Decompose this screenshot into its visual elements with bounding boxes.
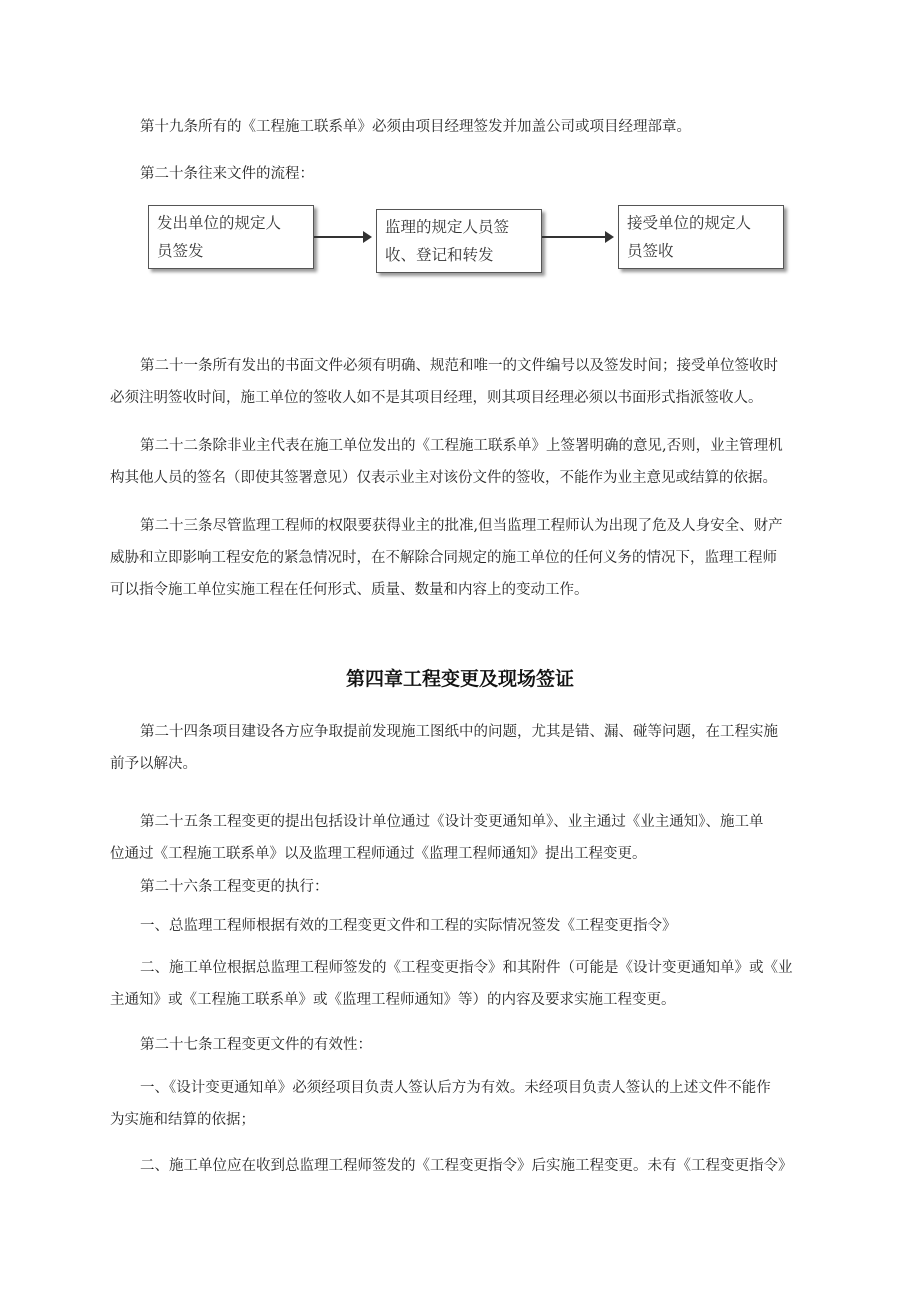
flow-box-sender: 发出单位的规定人 员签发 bbox=[148, 205, 314, 269]
flow-arrow-1 bbox=[314, 236, 370, 238]
article-27: 第二十七条工程变更文件的有效性： bbox=[140, 1037, 372, 1053]
flow-box-receiver: 接受单位的规定人 员签收 bbox=[618, 205, 784, 269]
article-22: 第二十二条除非业主代表在施工单位发出的《工程施工联系单》上签署明确的意见,否则，业主管理机 构其他人员的签名（即使其签署意见）仅表示业主对该份文件的签收，不能作为业主意见或结算的依据。 bbox=[110, 438, 783, 486]
article-27-item-1: 一、《设计变更通知单》必须经项目负责人签认后方为有效。未经项目负责人签认的上述文件不能作 为实施和结算的依据； bbox=[110, 1080, 771, 1128]
article-26-item-1: 一、总监理工程师根据有效的工程变更文件和工程的实际情况签发《工程变更指令》 bbox=[140, 918, 677, 934]
article-24: 第二十四条项目建设各方应争取提前发现施工图纸中的问题，尤其是错、漏、碰等问题，在工程实施 前予以解决。 bbox=[110, 724, 778, 772]
article-20: 第二十条往来文件的流程： bbox=[140, 166, 314, 182]
article-26: 第二十六条工程变更的执行： bbox=[140, 879, 329, 895]
article-19: 第十九条所有的《工程施工联系单》必须由项目经理签发并加盖公司或项目经理部章。 bbox=[140, 119, 691, 135]
article-27-item-2: 二、施工单位应在收到总监理工程师签发的《工程变更指令》后实施工程变更。未有《工程变更指令》 bbox=[140, 1158, 793, 1174]
article-23: 第二十三条尽管监理工程师的权限要获得业主的批准,但当监理工程师认为出现了危及人身安全、财产 威胁和立即影响工程安危的紧急情况时，在不解除合同规定的施工单位的任何义务的情况下，监理工程师 可以指令施工单位实施工程在任何形式、质量、数量和内容上的变动工作。 bbox=[110, 518, 783, 598]
document-flow-diagram bbox=[140, 195, 800, 275]
article-25: 第二十五条工程变更的提出包括设计单位通过《设计变更通知单》、业主通过《业主通知》、施工单 位通过《工程施工联系单》以及监理工程师通过《监理工程师通知》提出工程变更。 bbox=[110, 814, 764, 862]
article-21: 第二十一条所有发出的书面文件必须有明确、规范和唯一的文件编号以及签发时间；接受单位签收时 必须注明签收时间，施工单位的签收人如不是其项目经理，则其项目经理必须以书面形式指派签收人。 bbox=[110, 358, 778, 406]
chapter-4-heading: 第四章工程变更及现场签证 bbox=[345, 668, 574, 690]
flow-arrow-2 bbox=[542, 236, 612, 238]
article-26-item-2: 二、施工单位根据总监理工程师签发的《工程变更指令》和其附件（可能是《设计变更通知单》或《业 主通知》或《工程施工联系单》或《监理工程师通知》等）的内容及要求实施工程变更。 bbox=[110, 960, 793, 1008]
flow-box-supervisor: 监理的规定人员签 收、登记和转发 bbox=[376, 209, 542, 273]
